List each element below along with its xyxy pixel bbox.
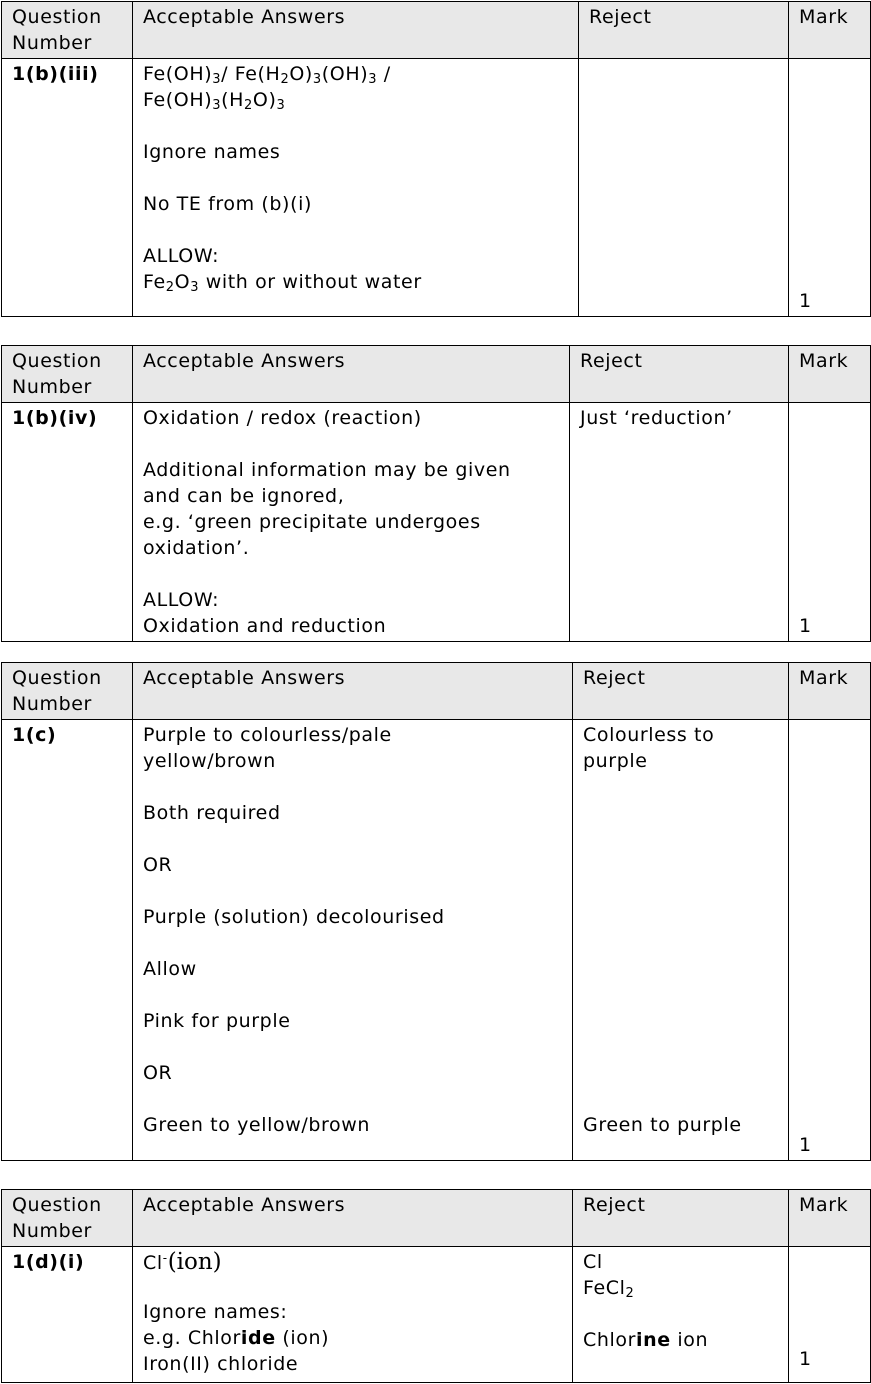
reject-cell: Cl FeCl$_2$ Chlorine ion bbox=[573, 1247, 789, 1383]
reject-cell bbox=[579, 59, 789, 317]
answer-line: No TE from (b)(i) bbox=[143, 193, 312, 215]
header-mark: Mark bbox=[789, 346, 871, 403]
question-number: 1(d)(i) bbox=[2, 1247, 133, 1383]
header-acceptable-answers: Acceptable Answers bbox=[133, 346, 570, 403]
header-question-number: Question Number bbox=[2, 346, 133, 403]
question-number: 1(b)(iii) bbox=[2, 59, 133, 317]
header-mark: Mark bbox=[789, 663, 871, 720]
header-mark: Mark bbox=[789, 1190, 871, 1247]
header-reject: Reject bbox=[579, 2, 789, 59]
acceptable-answers-cell: Cl-(ion) Ignore names: e.g. Chloride (ion) Iron(II) chloride bbox=[133, 1247, 573, 1383]
acceptable-answers-cell: Oxidation / redox (reaction) Additional information may be given and can be ignored, e.g. ‘green precipitate undergoes oxidation’. ALLOW: Oxidation and reduction bbox=[133, 403, 570, 642]
header-reject: Reject bbox=[573, 663, 789, 720]
answer-line: $Fe(OH)_3/$ $Fe(H_2O)_3(OH)_3$ / bbox=[143, 63, 391, 87]
header-reject: Reject bbox=[573, 1190, 789, 1247]
question-number: 1(c) bbox=[2, 720, 133, 1161]
header-question-number: Question Number bbox=[2, 2, 133, 59]
mark-value: 1 bbox=[789, 59, 871, 317]
mark-scheme-table-1b-iii bbox=[1, 1, 871, 317]
header-question-number: Question Number bbox=[2, 1190, 133, 1247]
answer-line: ALLOW: bbox=[143, 245, 220, 267]
mark-scheme-table-1b-iv bbox=[1, 345, 871, 642]
answer-line: $Fe_2O_3$ with or without water bbox=[143, 271, 422, 295]
mark-value: 1 bbox=[789, 720, 871, 1161]
mark-scheme-table-1c bbox=[1, 662, 871, 1161]
header-question-number: Question Number bbox=[2, 663, 133, 720]
header-acceptable-answers: Acceptable Answers bbox=[133, 2, 579, 59]
question-number: 1(b)(iv) bbox=[2, 403, 133, 642]
answer-line: Ignore names bbox=[143, 141, 281, 163]
mark-value: 1 bbox=[789, 1247, 871, 1383]
answer-line: $Fe(OH)_3(H_2O)_3$ bbox=[143, 89, 286, 113]
header-reject: Reject bbox=[570, 346, 789, 403]
reject-cell: Colourless to purple Green to purple bbox=[573, 720, 789, 1161]
acceptable-answers-cell bbox=[133, 59, 579, 317]
reject-cell: Just ‘reduction’ bbox=[570, 403, 789, 642]
header-acceptable-answers: Acceptable Answers bbox=[133, 1190, 573, 1247]
header-mark: Mark bbox=[789, 2, 871, 59]
acceptable-answers-cell: Purple to colourless/pale yellow/brown Both required OR Purple (solution) decolourised Allow Pink for purple OR Green to yellow/brown bbox=[133, 720, 573, 1161]
mark-scheme-table-1d-i bbox=[1, 1189, 871, 1383]
header-acceptable-answers: Acceptable Answers bbox=[133, 663, 573, 720]
mark-value: 1 bbox=[789, 403, 871, 642]
